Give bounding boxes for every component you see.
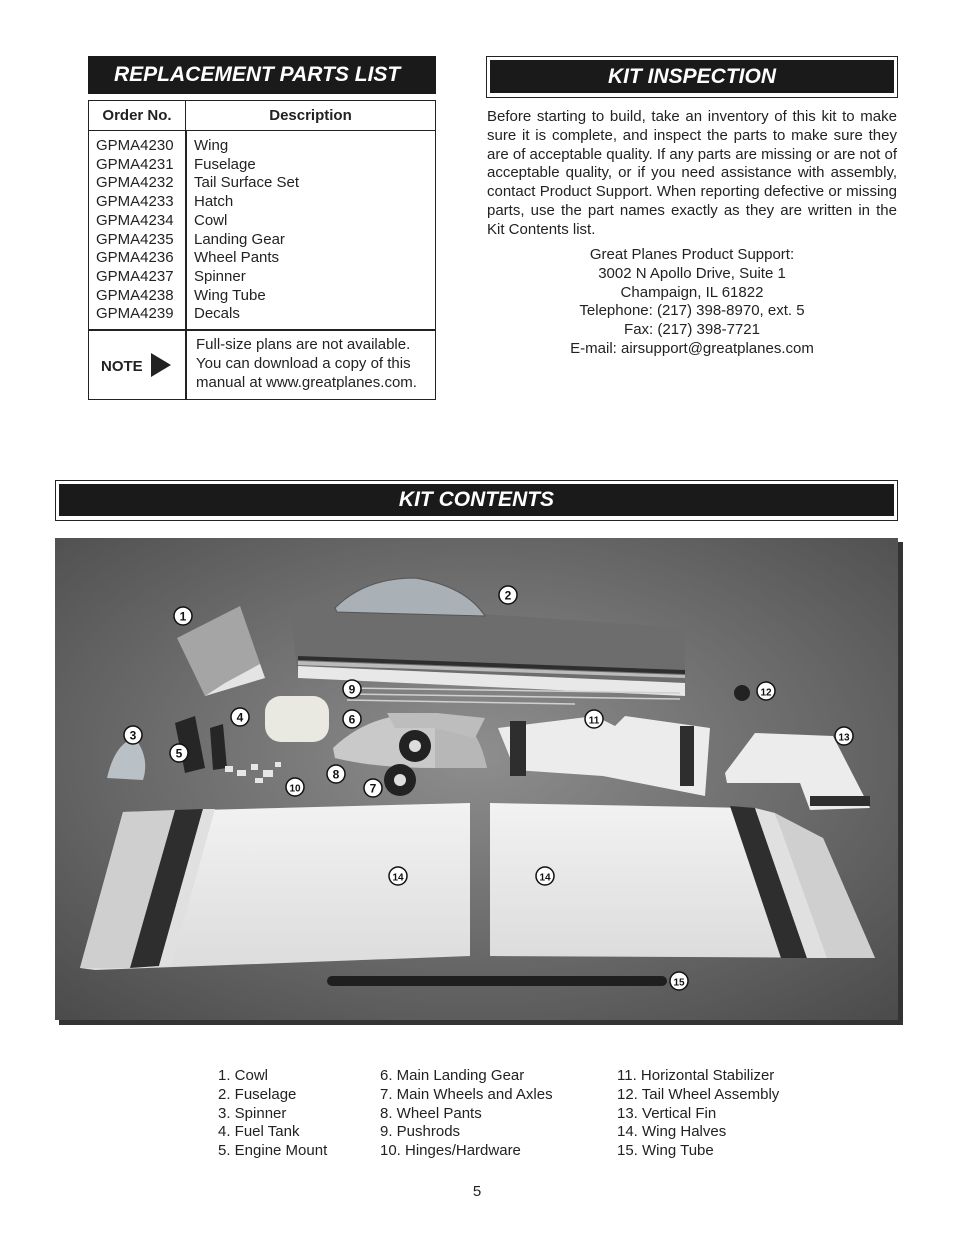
note-text bbox=[196, 335, 432, 392]
part-description: Wing bbox=[194, 137, 229, 154]
parts-row bbox=[89, 287, 435, 306]
legend-item: 12. Tail Wheel Assembly bbox=[617, 1085, 780, 1103]
part-description: Wing Tube bbox=[194, 286, 266, 304]
parts-row bbox=[89, 193, 435, 212]
callout-number: 14 bbox=[392, 872, 404, 884]
order-number: GPMA4233 bbox=[96, 193, 174, 211]
order-number: GPMA4236 bbox=[96, 249, 174, 267]
legend-item: 2. Fuselage bbox=[218, 1085, 297, 1103]
callout-number: 9 bbox=[348, 682, 356, 697]
order-number-header: Order No. bbox=[89, 101, 186, 131]
note-line: manual at www.greatplanes.com. bbox=[196, 374, 417, 391]
legend-item: 7. Main Wheels and Axles bbox=[380, 1085, 553, 1103]
legend-column bbox=[380, 1067, 553, 1161]
callout-marker bbox=[364, 779, 382, 797]
callout-number: 3 bbox=[129, 728, 137, 743]
part-description: Cowl bbox=[194, 211, 228, 229]
callout-number: 5 bbox=[175, 746, 183, 761]
order-number: GPMA4235 bbox=[96, 230, 174, 248]
order-number: GPMA4237 bbox=[96, 267, 174, 285]
parts-row bbox=[89, 156, 435, 175]
parts-row bbox=[89, 249, 435, 268]
callout-marker bbox=[124, 726, 142, 744]
callout-marker bbox=[389, 867, 407, 885]
fuel-tank-image bbox=[265, 696, 329, 742]
callout-number: 7 bbox=[369, 781, 377, 796]
order-number: GPMA4234 bbox=[96, 211, 174, 229]
kit-inspection-header bbox=[486, 56, 898, 98]
note-divider bbox=[89, 329, 435, 331]
callout-marker bbox=[757, 682, 775, 700]
legend-item: 13. Vertical Fin bbox=[617, 1104, 717, 1122]
callout-marker bbox=[343, 680, 361, 698]
legend-column bbox=[218, 1067, 327, 1161]
tail-wheel-image bbox=[734, 685, 750, 701]
legend-item: 10. Hinges/Hardware bbox=[380, 1142, 521, 1160]
callout-marker bbox=[174, 607, 192, 625]
parts-row bbox=[89, 268, 435, 287]
callout-number: 14 bbox=[539, 872, 551, 884]
callout-number: 6 bbox=[348, 712, 356, 727]
callout-marker bbox=[170, 744, 188, 762]
legend-item: 6. Main Landing Gear bbox=[380, 1067, 525, 1084]
legend-item: 11. Horizontal Stabilizer bbox=[617, 1067, 775, 1084]
legend-item: 5. Engine Mount bbox=[218, 1142, 328, 1160]
callout-number: 8 bbox=[332, 767, 340, 782]
support-line: Fax: (217) 398-7721 bbox=[624, 321, 760, 339]
order-number: GPMA4232 bbox=[96, 174, 174, 192]
order-number: GPMA4230 bbox=[96, 137, 174, 154]
legend-item: 14. Wing Halves bbox=[617, 1123, 727, 1141]
support-line: Telephone: (217) 398-8970, ext. 5 bbox=[579, 302, 805, 320]
note-label: NOTE bbox=[101, 358, 143, 375]
callout-marker bbox=[231, 708, 249, 726]
callout-number: 10 bbox=[289, 783, 301, 795]
callout-number: 11 bbox=[588, 715, 600, 727]
support-line: Great Planes Product Support: bbox=[589, 246, 795, 263]
parts-row bbox=[89, 231, 435, 250]
callout-marker bbox=[835, 727, 853, 745]
product-support-contact bbox=[487, 246, 897, 359]
replacement-parts-table bbox=[88, 100, 436, 400]
order-number: GPMA4239 bbox=[96, 305, 174, 323]
part-description: Tail Surface Set bbox=[194, 174, 300, 192]
parts-row bbox=[89, 137, 435, 156]
replacement-parts-title: REPLACEMENT PARTS LIST bbox=[88, 56, 436, 94]
parts-row bbox=[89, 174, 435, 193]
legend-item: 4. Fuel Tank bbox=[218, 1123, 300, 1141]
order-number: GPMA4231 bbox=[96, 155, 174, 173]
wing-tube-image bbox=[327, 976, 667, 986]
order-number: GPMA4238 bbox=[96, 286, 174, 304]
note-line: Full-size plans are not available. bbox=[196, 336, 411, 353]
legend-item: 3. Spinner bbox=[218, 1104, 287, 1122]
parts-row bbox=[89, 305, 435, 324]
callout-marker bbox=[499, 586, 517, 604]
callout-marker bbox=[585, 710, 603, 728]
legend-column bbox=[617, 1067, 779, 1161]
callout-number: 2 bbox=[504, 588, 512, 603]
part-description: Decals bbox=[194, 305, 240, 323]
kit-inspection-body: Before starting to build, take an inventory of this kit to make sure it is complete, and inspect the parts to make sure they are of acceptable quality. If any parts are missing or are not of acceptable quality, or if you need assistance with assembly, contact Product Support. When reporting defective or missing parts, use the part names exactly as they are written in the Kit Contents list. bbox=[487, 108, 897, 238]
callout-number: 13 bbox=[838, 732, 850, 744]
callout-marker bbox=[286, 778, 304, 796]
callout-marker bbox=[536, 867, 554, 885]
support-line: Champaign, IL 61822 bbox=[620, 283, 764, 301]
kit-contents-header bbox=[55, 480, 898, 521]
support-line: E-mail: airsupport@greatplanes.com bbox=[570, 339, 814, 357]
legend-item: 15. Wing Tube bbox=[617, 1142, 714, 1160]
callout-marker bbox=[670, 972, 688, 990]
part-description: Hatch bbox=[194, 193, 234, 211]
support-line: 3002 N Apollo Drive, Suite 1 bbox=[598, 264, 786, 282]
parts-row bbox=[89, 212, 435, 231]
callout-number: 1 bbox=[179, 609, 187, 624]
callout-number: 15 bbox=[673, 977, 685, 989]
legend-item: 8. Wheel Pants bbox=[380, 1104, 482, 1122]
legend-item: 1. Cowl bbox=[218, 1067, 269, 1084]
part-description: Fuselage bbox=[194, 155, 256, 173]
part-description: Spinner bbox=[194, 267, 246, 285]
callout-marker bbox=[343, 710, 361, 728]
part-description: Wheel Pants bbox=[194, 249, 280, 267]
note-line: You can download a copy of this bbox=[196, 355, 411, 372]
description-header: Description bbox=[186, 101, 435, 131]
kit-inspection-title: KIT INSPECTION bbox=[490, 60, 894, 93]
page-number: 5 bbox=[472, 1183, 482, 1200]
legend-item: 9. Pushrods bbox=[380, 1123, 461, 1141]
callout-number: 4 bbox=[236, 710, 244, 725]
callout-marker bbox=[327, 765, 345, 783]
callout-number: 12 bbox=[760, 687, 772, 699]
part-description: Landing Gear bbox=[194, 230, 285, 248]
kit-contents-title: KIT CONTENTS bbox=[59, 484, 894, 516]
kit-contents-photo bbox=[55, 538, 903, 1025]
note-arrow-icon bbox=[151, 353, 171, 377]
